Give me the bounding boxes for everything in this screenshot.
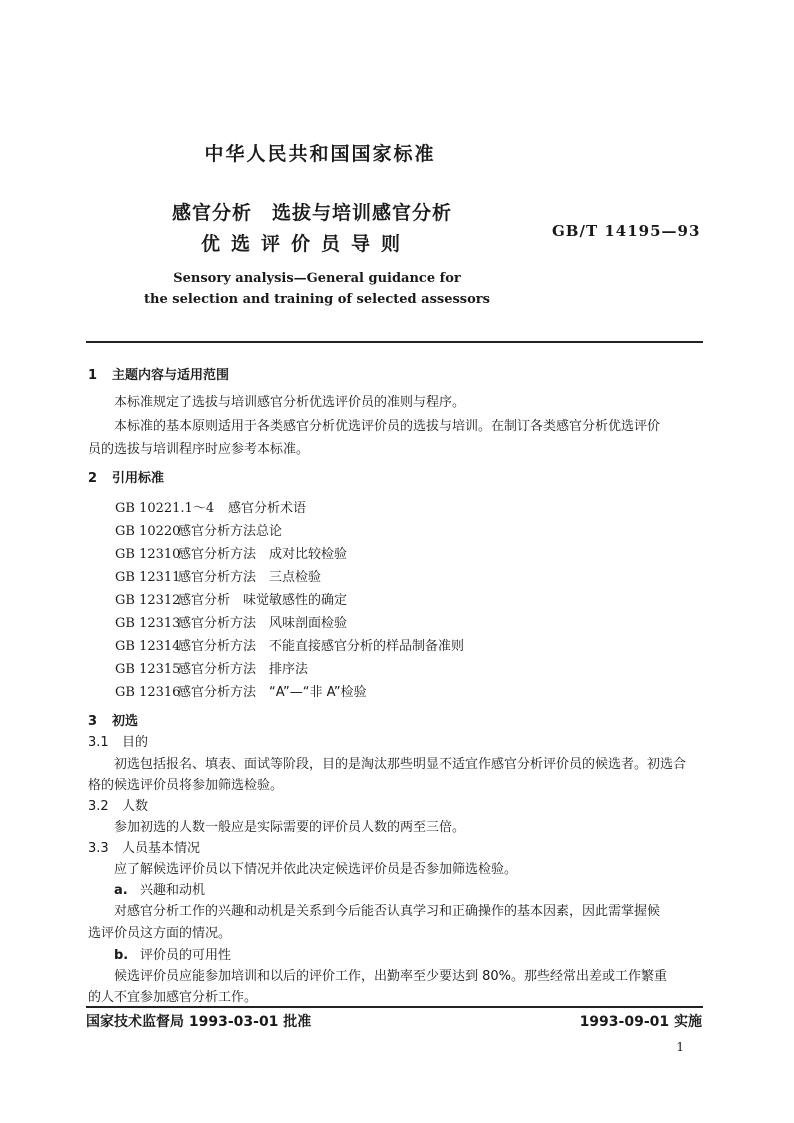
subsection-number: 3.1: [88, 735, 109, 750]
english-title-line1: Sensory analysis—General guidance for: [173, 271, 461, 286]
reference-code: GB 12315: [115, 662, 181, 677]
section-title: 主题内容与适用范围: [112, 368, 230, 383]
item-b-heading: [114, 944, 231, 963]
reference-title: 感官分析方法 排序法: [178, 662, 309, 677]
item-label: b.: [114, 948, 129, 963]
reference-code: GB 10220: [115, 524, 181, 539]
header-divider: [86, 341, 703, 343]
reference-code: GB 10221.1～4: [115, 501, 215, 516]
standard-number: GB/T 14195—93: [552, 222, 701, 240]
subsection-3-2-heading: [88, 795, 148, 814]
subsection-3-3-line1: 应了解候选评价员以下情况并依此决定候选评价员是否参加筛选检验。: [114, 862, 518, 877]
item-a-heading: [114, 879, 205, 898]
item-label: a.: [114, 883, 128, 898]
reference-item: [115, 543, 347, 562]
reference-code: GB 12312: [115, 593, 181, 608]
reference-title: 感官分析方法 成对比较检验: [178, 547, 348, 562]
reference-title: 感官分析方法 “A”—“非 A”检验: [178, 685, 367, 700]
subsection-number: 3.3: [88, 841, 109, 856]
item-a-line2: 选评价员这方面的情况。: [88, 926, 232, 941]
section-1-paragraph-2-line1: 本标准的基本原则适用于各类感官分析优选评价员的选拔与培训。在制订各类感官分析优选评价: [114, 419, 661, 434]
reference-item: [115, 635, 464, 654]
subsection-title: 目的: [122, 735, 149, 750]
reference-title: 感官分析方法总论: [178, 524, 283, 539]
reference-code: GB 12311: [115, 570, 181, 585]
reference-code: GB 12316: [115, 685, 181, 700]
reference-item: [115, 497, 306, 516]
document-title-line2: 优选评价员导则: [201, 233, 412, 255]
section-number: 1: [88, 368, 98, 383]
subsection-number: 3.2: [88, 799, 109, 814]
item-title: 兴趣和动机: [140, 883, 206, 898]
subsection-3-2-line1: 参加初选的人数一般应是实际需要的评价员人数的两至三倍。: [114, 820, 466, 835]
subsection-3-1-line1: 初选包括报名、填表、面试等阶段，目的是淘汰那些明显不适宜作感官分析评价员的候选者。初选合: [114, 757, 687, 772]
subsection-title: 人员基本情况: [122, 841, 201, 856]
reference-item: [115, 658, 308, 677]
section-2-heading: [88, 467, 164, 486]
reference-item: [115, 520, 282, 539]
footer-divider: [86, 1006, 703, 1008]
reference-title: 感官分析术语: [228, 501, 307, 516]
reference-title: 感官分析方法 三点检验: [178, 570, 322, 585]
subsection-3-3-heading: [88, 837, 200, 856]
national-standard-label: 中华人民共和国国家标准: [204, 143, 436, 165]
item-a-line1: 对感官分析工作的兴趣和动机是关系到今后能否认真学习和正确操作的基本因素，因此需掌握候: [114, 904, 661, 919]
section-1-paragraph-2-line2: 员的选拔与培训程序时应参考本标准。: [88, 442, 310, 457]
item-b-line1: 候选评价员应能参加培训和以后的评价工作，出勤率至少要达到 80%。那些经常出差或工作繁重: [114, 969, 668, 984]
section-3-heading: [88, 710, 138, 729]
reference-code: GB 12310: [115, 547, 181, 562]
section-number: 2: [88, 471, 98, 486]
document-title-line1: 感官分析 选拔与培训感官分析: [172, 202, 453, 224]
section-title: 引用标准: [112, 471, 165, 486]
implementation-date: 1993-09-01 实施: [579, 1014, 702, 1030]
subsection-3-1-heading: [88, 731, 148, 750]
reference-title: 感官分析方法 不能直接感官分析的样品制备准则: [178, 639, 465, 654]
section-title: 初选: [112, 714, 139, 729]
reference-item: [115, 681, 367, 700]
reference-title: 感官分析 味觉敏感性的确定: [178, 593, 348, 608]
section-1-heading: [88, 364, 229, 383]
section-1-paragraph-1: 本标准规定了选拔与培训感官分析优选评价员的准则与程序。: [114, 395, 466, 410]
reference-title: 感官分析方法 风味剖面检验: [178, 616, 348, 631]
english-title-line2: the selection and training of selected assessors: [144, 292, 490, 307]
subsection-title: 人数: [122, 799, 149, 814]
item-b-line2: 的人不宜参加感官分析工作。: [88, 990, 258, 1005]
item-title: 评价员的可用性: [140, 948, 232, 963]
approval-info: 国家技术监督局 1993-03-01 批准: [86, 1014, 312, 1030]
reference-item: [115, 589, 347, 608]
section-number: 3: [88, 714, 98, 729]
page-number: 1: [676, 1040, 684, 1054]
subsection-3-1-line2: 格的候选评价员将参加筛选检验。: [88, 778, 284, 793]
reference-code: GB 12313: [115, 616, 181, 631]
reference-item: [115, 566, 321, 585]
reference-code: GB 12314: [115, 639, 181, 654]
reference-item: [115, 612, 347, 631]
